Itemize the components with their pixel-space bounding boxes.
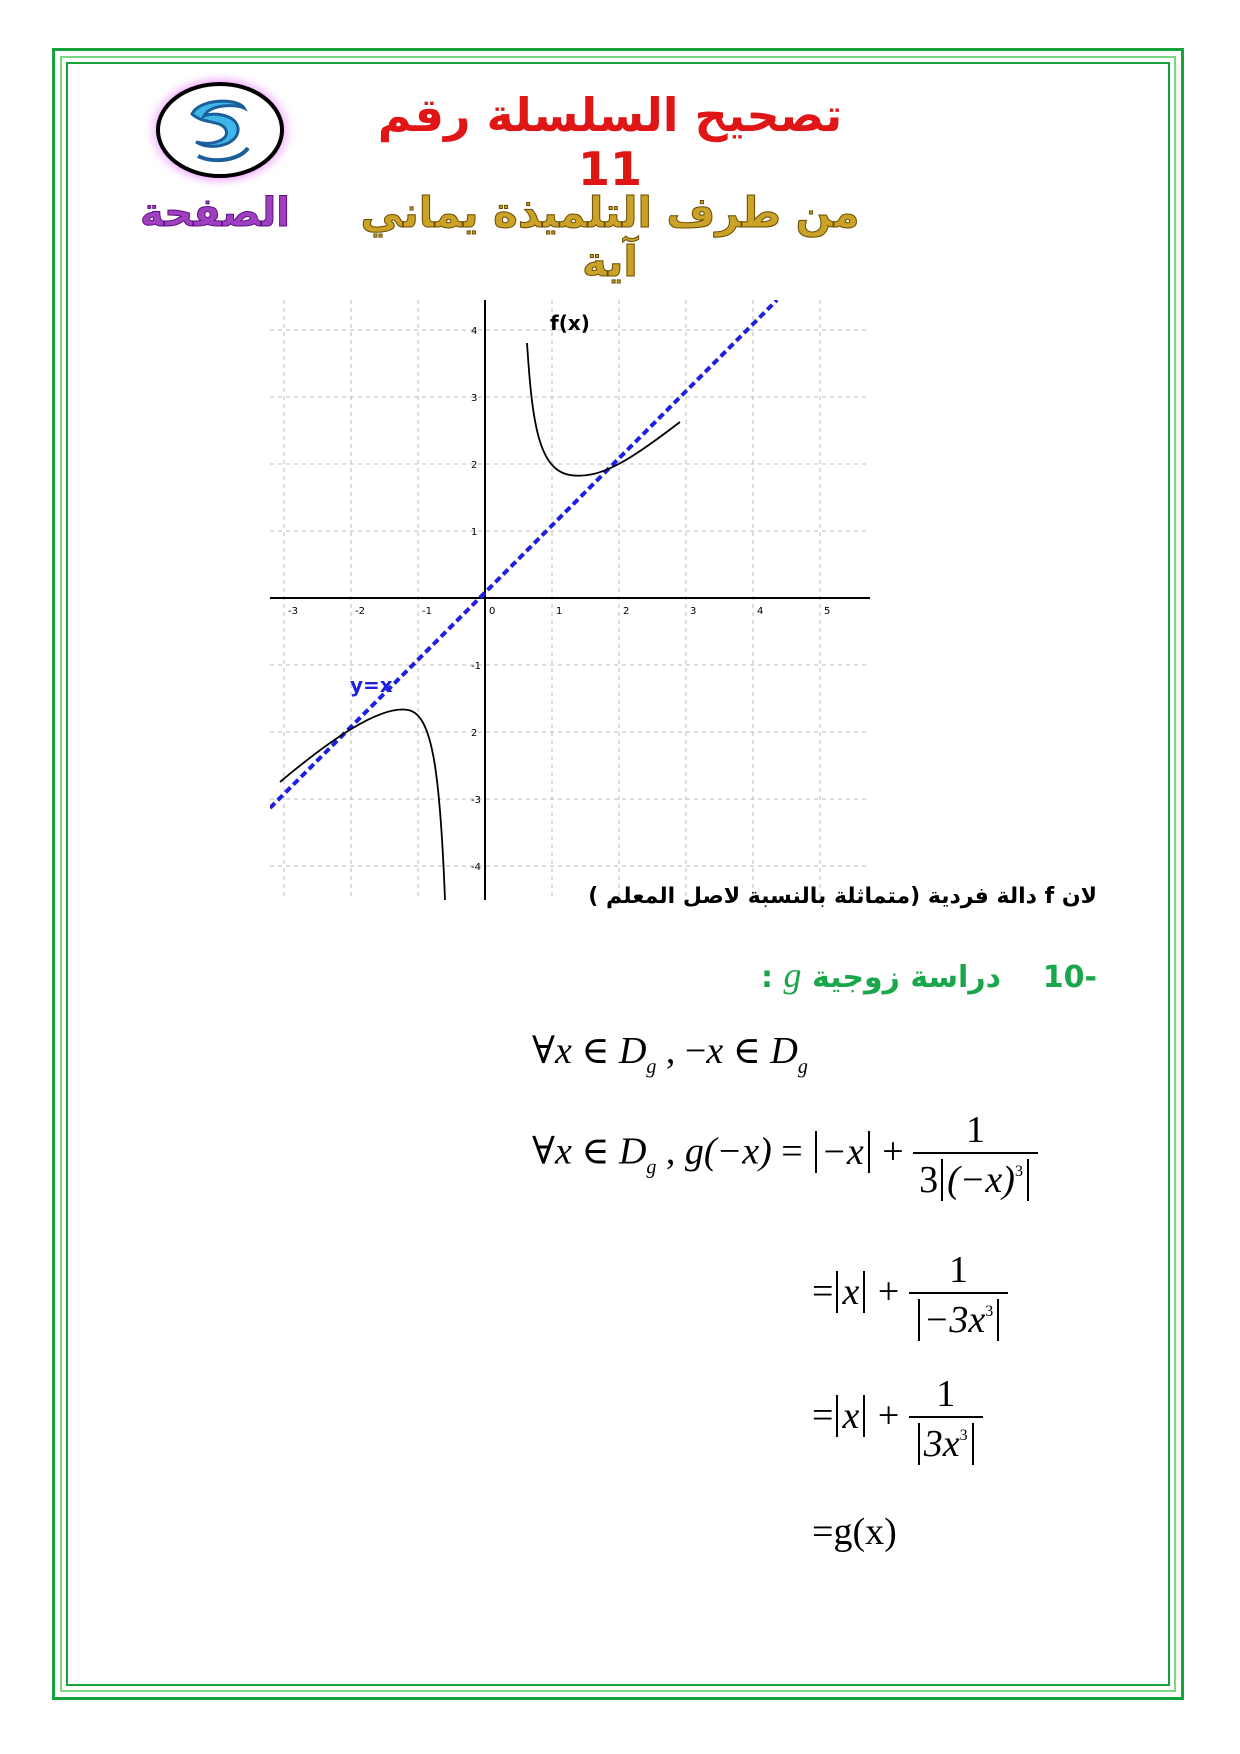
curve-right-branch — [527, 343, 680, 476]
equals-sign: = — [812, 1511, 834, 1553]
fraction-numerator: 1 — [949, 1249, 968, 1291]
abs-value — [918, 1423, 974, 1465]
logo-text: الصفحة — [140, 190, 291, 236]
x-tick-label: 3 — [690, 606, 697, 617]
abs-content: −x — [821, 1130, 864, 1173]
section-number: -10 — [1042, 960, 1097, 995]
x-tick-label: 1 — [556, 606, 563, 617]
y-tick-label: -1 — [471, 661, 481, 672]
fraction-denominator — [909, 1416, 983, 1466]
fraction-numerator: 1 — [966, 1109, 986, 1151]
in-symbol: ∈ — [723, 1030, 771, 1072]
y-tick-label: 3 — [471, 393, 478, 404]
exponent: 3 — [1014, 1163, 1023, 1180]
y-tick-label: 1 — [471, 527, 478, 538]
x-tick-label: 5 — [824, 606, 831, 617]
axis-tick-labels — [288, 326, 830, 873]
abs-value — [836, 1395, 865, 1437]
var-x: x — [554, 1130, 572, 1173]
abs-content: x — [842, 1270, 860, 1313]
fraction-denominator — [909, 1292, 1009, 1342]
domain-subscript: g — [646, 1056, 657, 1078]
plus-sign: + — [868, 1270, 909, 1313]
y-tick-label: 2 — [471, 460, 478, 471]
plus-sign: + — [868, 1394, 909, 1437]
math-line-step-2 — [812, 1248, 1008, 1342]
section-heading — [761, 954, 1097, 996]
x-tick-label: 2 — [623, 606, 630, 617]
minus-sign: − — [684, 1030, 707, 1072]
logo-emblem — [140, 68, 300, 198]
plus-sign: + — [872, 1130, 914, 1173]
section-colon: : — [761, 960, 774, 995]
forall-symbol: ∀ — [532, 1030, 555, 1072]
x-tick-label: 4 — [757, 606, 764, 617]
var-x: x — [706, 1030, 724, 1072]
var-x: x — [554, 1030, 572, 1072]
abs-value — [815, 1131, 870, 1173]
y-tick-label: -3 — [471, 795, 481, 806]
domain-subscript: g — [797, 1056, 808, 1078]
equals-sign: = — [812, 1394, 834, 1437]
function-graph — [270, 300, 870, 900]
abs-content: 3x — [923, 1423, 960, 1465]
section-label: دراسة زوجية — [811, 960, 1002, 995]
equals-sign: = — [812, 1270, 834, 1313]
fraction — [909, 1248, 1009, 1342]
domain-subscript: g — [646, 1156, 657, 1179]
forall-symbol: ∀ — [532, 1130, 555, 1173]
y-tick-label: 4 — [471, 326, 478, 337]
den-coefficient: 3 — [919, 1159, 939, 1201]
y-tick-label: -4 — [471, 862, 481, 873]
page-subtitle: من طرف التلميذة يماني آية — [360, 188, 860, 286]
result-g-of-x: g(x) — [833, 1511, 897, 1553]
abs-value — [918, 1299, 1000, 1341]
in-symbol: ∈ — [571, 1130, 619, 1173]
in-symbol: ∈ — [571, 1030, 619, 1072]
exponent: 3 — [985, 1303, 994, 1320]
abs-content: −3x — [923, 1299, 986, 1341]
math-line-domain — [532, 1028, 808, 1079]
curve-left-branch — [280, 710, 445, 900]
exponent: 3 — [959, 1427, 968, 1444]
x-tick-label: -2 — [355, 606, 365, 617]
math-line-g-of-minus-x — [532, 1108, 1038, 1202]
fraction-numerator: 1 — [936, 1373, 956, 1415]
x-tick-label: 0 — [489, 606, 496, 617]
abs-content: (−x) — [947, 1159, 1015, 1201]
y-tick-label: 2 — [471, 728, 478, 739]
odd-function-note: لان f دالة فردية (متماثلة بالنسبة لاصل المعلم ) — [588, 884, 1097, 909]
domain-symbol: D — [618, 1130, 647, 1173]
abs-value — [941, 1159, 1029, 1201]
x-tick-label: -1 — [422, 606, 432, 617]
domain-symbol: D — [618, 1030, 647, 1072]
fraction — [913, 1108, 1038, 1202]
fraction-denominator — [913, 1152, 1038, 1202]
graph-axes — [270, 300, 870, 900]
curve-label: f(x) — [550, 311, 590, 335]
x-tick-label: -3 — [288, 606, 298, 617]
fraction — [909, 1372, 983, 1466]
page-title: تصحيح السلسلة رقم 11 — [377, 88, 843, 196]
asymptote-label: y=x — [350, 673, 393, 697]
math-line-step-3 — [812, 1372, 983, 1466]
comma: , — [656, 1130, 685, 1173]
abs-value — [836, 1271, 865, 1313]
comma: , — [656, 1030, 685, 1072]
section-variable: g — [783, 955, 802, 995]
equals-sign: = — [771, 1130, 813, 1173]
math-line-result — [812, 1510, 897, 1554]
graph-grid — [270, 300, 870, 900]
abs-content: x — [842, 1394, 860, 1437]
g-of-minus-x: g(−x) — [684, 1130, 772, 1173]
domain-symbol: D — [770, 1030, 798, 1072]
